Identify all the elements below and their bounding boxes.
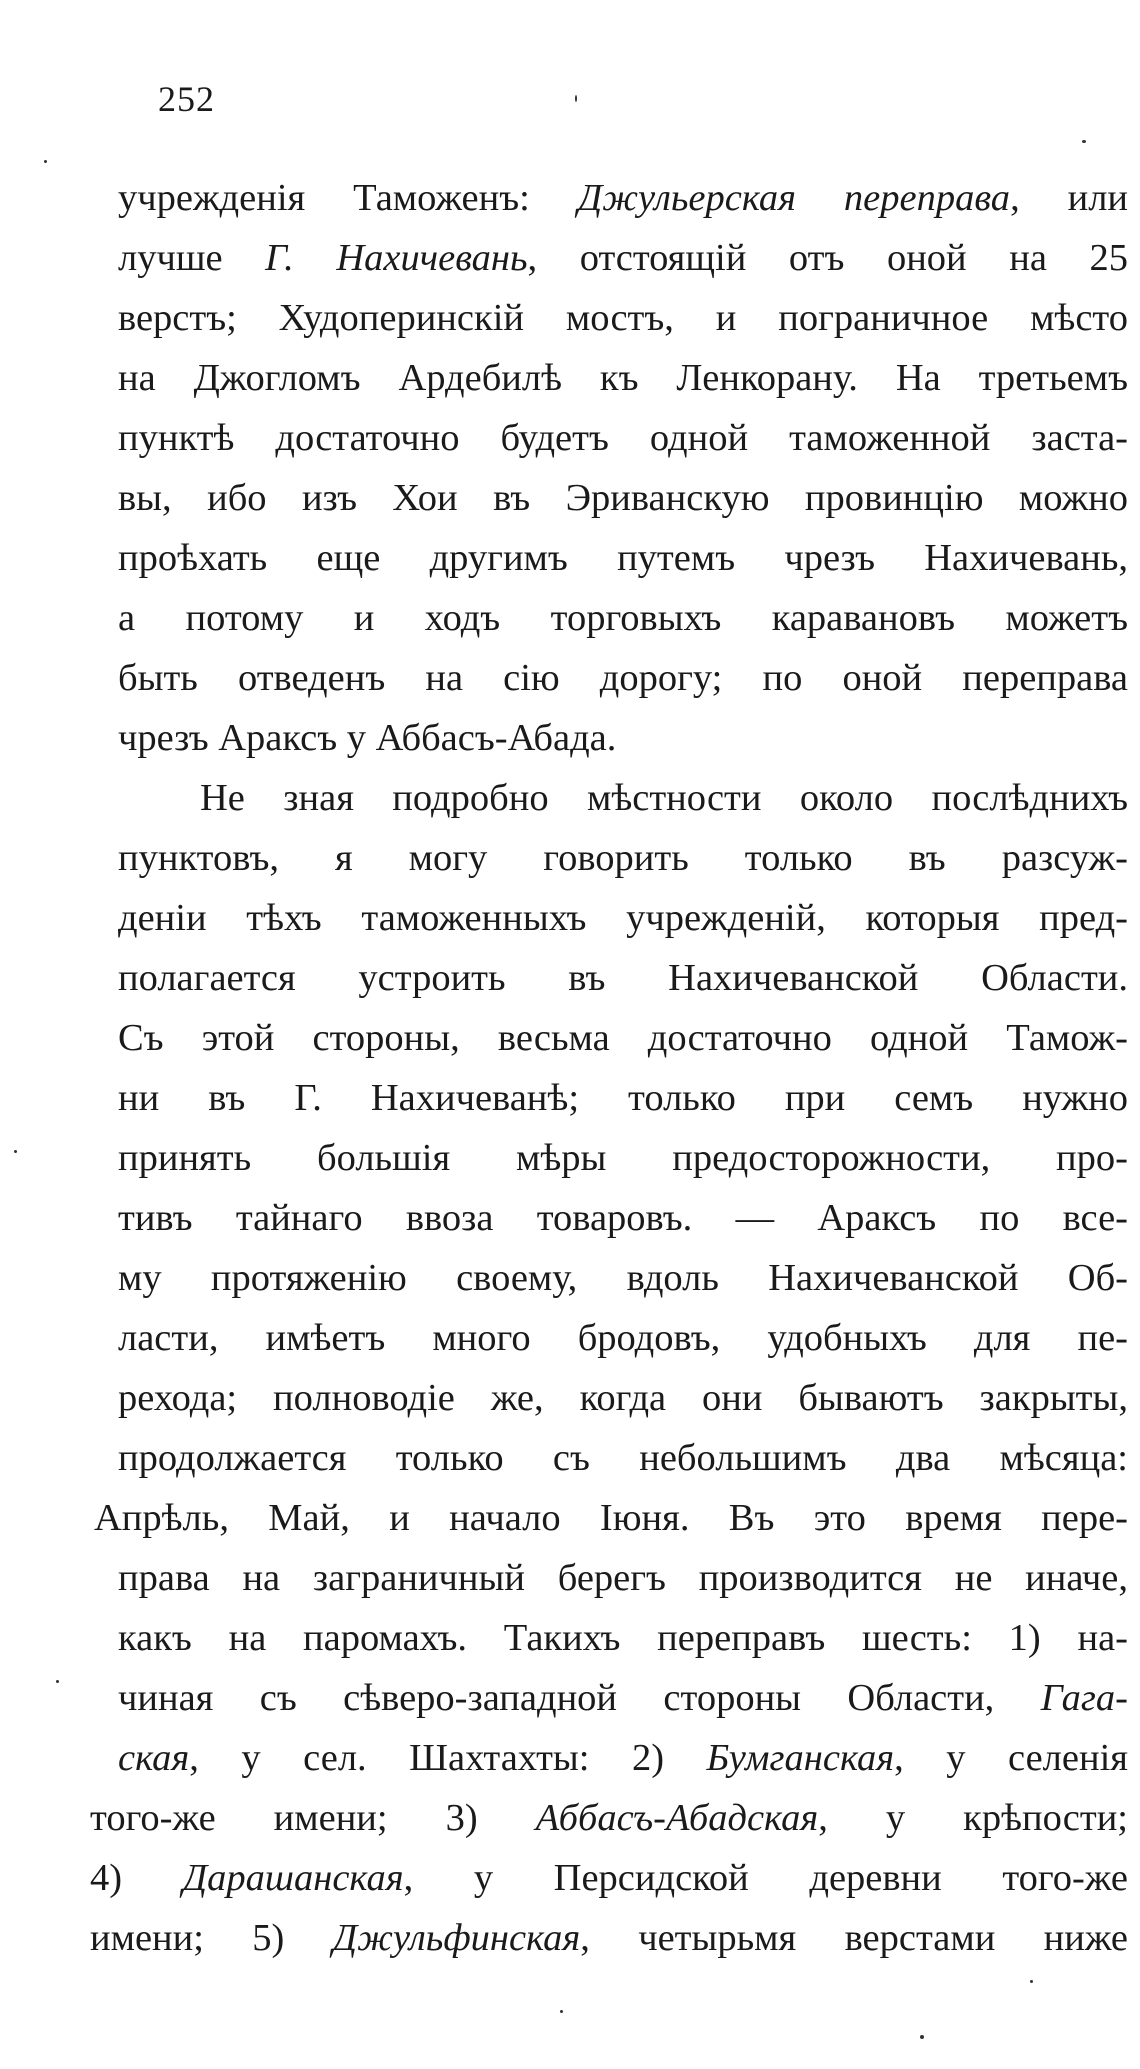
- italic-text-segment: Аббасъ-Абадская: [535, 1797, 819, 1839]
- paragraph-2: [90, 768, 1129, 1968]
- text-segment: быть отведенъ на сію дорогу; по оной переправа: [118, 657, 1128, 699]
- text-segment: а потому и ходъ торговыхъ каравановъ можетъ: [118, 597, 1128, 639]
- text-line: [118, 468, 1128, 528]
- text-segment: на Джогломъ Ардебилѣ къ Ленкорану. На третьемъ: [118, 357, 1128, 399]
- text-segment: , у селенія: [894, 1737, 1128, 1779]
- text-line: [118, 528, 1128, 588]
- text-segment: учрежденія Таможенъ:: [118, 177, 578, 219]
- text-line: [118, 708, 1128, 768]
- paragraph-1: [118, 168, 1128, 768]
- text-line: [118, 1668, 1128, 1728]
- text-segment: пунктѣ достаточно будетъ одной таможенной заста-: [118, 417, 1128, 459]
- text-line: [118, 888, 1128, 948]
- text-line: [90, 1848, 1128, 1908]
- italic-text-segment: Г. Нахичевань: [265, 237, 528, 279]
- text-segment: Съ этой стороны, весьма достаточно одной Тамож-: [118, 1017, 1128, 1059]
- text-line: [90, 1908, 1128, 1968]
- page-number: 252: [158, 79, 215, 119]
- text-segment: 4): [90, 1857, 183, 1899]
- text-segment: принять большія мѣры предосторожности, про-: [118, 1137, 1128, 1179]
- text-segment: ни въ Г. Нахичеванѣ; только при семъ нужно: [118, 1077, 1128, 1119]
- scan-speck: [575, 95, 577, 102]
- text-segment: Апрѣль, Май, и начало Іюня. Въ это время пере-: [94, 1497, 1128, 1539]
- text-segment: проѣхать еще другимъ путемъ чрезъ Нахичевань,: [118, 537, 1128, 579]
- text-segment: имени; 5): [90, 1917, 333, 1959]
- text-line: [118, 1308, 1128, 1368]
- italic-text-segment: ская: [118, 1737, 190, 1779]
- text-segment: тивъ тайнаго ввоза товаровъ. — Араксъ по все-: [118, 1197, 1128, 1239]
- text-line: [118, 1608, 1128, 1668]
- scan-speck: [1030, 1980, 1033, 1983]
- text-segment: му протяженію своему, вдоль Нахичеванской Об-: [118, 1257, 1128, 1299]
- text-line: [118, 1368, 1128, 1428]
- text-segment: рехода; полноводіе же, когда они бываютъ закрыты,: [118, 1377, 1128, 1419]
- text-segment: ласти, имѣетъ много бродовъ, удобныхъ для пе-: [118, 1317, 1128, 1359]
- text-line: [118, 288, 1128, 348]
- scan-speck: [44, 160, 47, 163]
- text-segment: вы, ибо изъ Хои въ Эриванскую провинцію можно: [118, 477, 1128, 519]
- text-segment: чрезъ Араксъ у Аббасъ-Абада.: [118, 717, 617, 759]
- italic-text-segment: Дарашанская: [182, 1857, 404, 1899]
- text-segment: , у Персидской деревни того-же: [403, 1857, 1128, 1899]
- text-line: [118, 648, 1128, 708]
- italic-text-segment: Джульфинская: [332, 1917, 581, 1959]
- text-line: [118, 588, 1128, 648]
- scan-speck: [14, 1150, 17, 1153]
- text-line: [118, 948, 1128, 1008]
- text-segment: права на заграничный берегъ производится не иначе,: [118, 1557, 1128, 1599]
- text-segment: деніи тѣхъ таможенныхъ учрежденій, которыя пред-: [118, 897, 1128, 939]
- scan-speck: [920, 2035, 924, 2039]
- text-line: [118, 768, 1128, 828]
- text-line: [118, 408, 1128, 468]
- text-line: [118, 1008, 1128, 1068]
- text-line: [94, 1488, 1128, 1548]
- text-segment: , отстоящій отъ оной на 25: [527, 237, 1128, 279]
- text-line: [118, 168, 1128, 228]
- text-segment: лучше: [118, 237, 266, 279]
- text-line: [118, 1128, 1128, 1188]
- text-line: [90, 1788, 1128, 1848]
- text-segment: верстъ; Худоперинскій мостъ, и пограничное мѣсто: [118, 297, 1128, 339]
- text-line: [118, 228, 1128, 288]
- text-segment: чиная съ сѣверо-западной стороны Области,: [118, 1677, 1041, 1719]
- scan-speck: [56, 1680, 59, 1683]
- text-line: [118, 828, 1128, 888]
- text-segment: продолжается только съ небольшимъ два мѣсяца:: [118, 1437, 1128, 1479]
- text-segment: полагается устроить въ Нахичеванской Области.: [118, 957, 1128, 999]
- scan-speck: [1082, 140, 1086, 143]
- text-line: [118, 1428, 1128, 1488]
- scan-speck: [560, 2010, 563, 2013]
- text-line: [118, 1248, 1128, 1308]
- text-segment: , четырьмя верстами ниже: [580, 1917, 1128, 1959]
- text-line: [118, 1728, 1128, 1788]
- text-segment: какъ на паромахъ. Такихъ переправъ шесть: 1) на-: [118, 1617, 1128, 1659]
- text-segment: , у крѣпости;: [818, 1797, 1129, 1839]
- italic-text-segment: Бумганская: [706, 1737, 895, 1779]
- text-segment: того-же имени; 3): [90, 1797, 536, 1839]
- text-line: [118, 1188, 1128, 1248]
- text-segment: , у сел. Шахтахты: 2): [189, 1737, 707, 1779]
- italic-text-segment: Джульерская переправа: [577, 177, 1011, 219]
- text-segment: , или: [1010, 177, 1129, 219]
- text-line: [118, 1548, 1128, 1608]
- text-segment: Не зная подробно мѣстности около послѣднихъ: [200, 777, 1128, 819]
- text-line: [118, 348, 1128, 408]
- italic-text-segment: Гага-: [1040, 1677, 1128, 1719]
- text-segment: пунктовъ, я могу говорить только въ разсуж-: [118, 837, 1128, 879]
- text-line: [118, 1068, 1128, 1128]
